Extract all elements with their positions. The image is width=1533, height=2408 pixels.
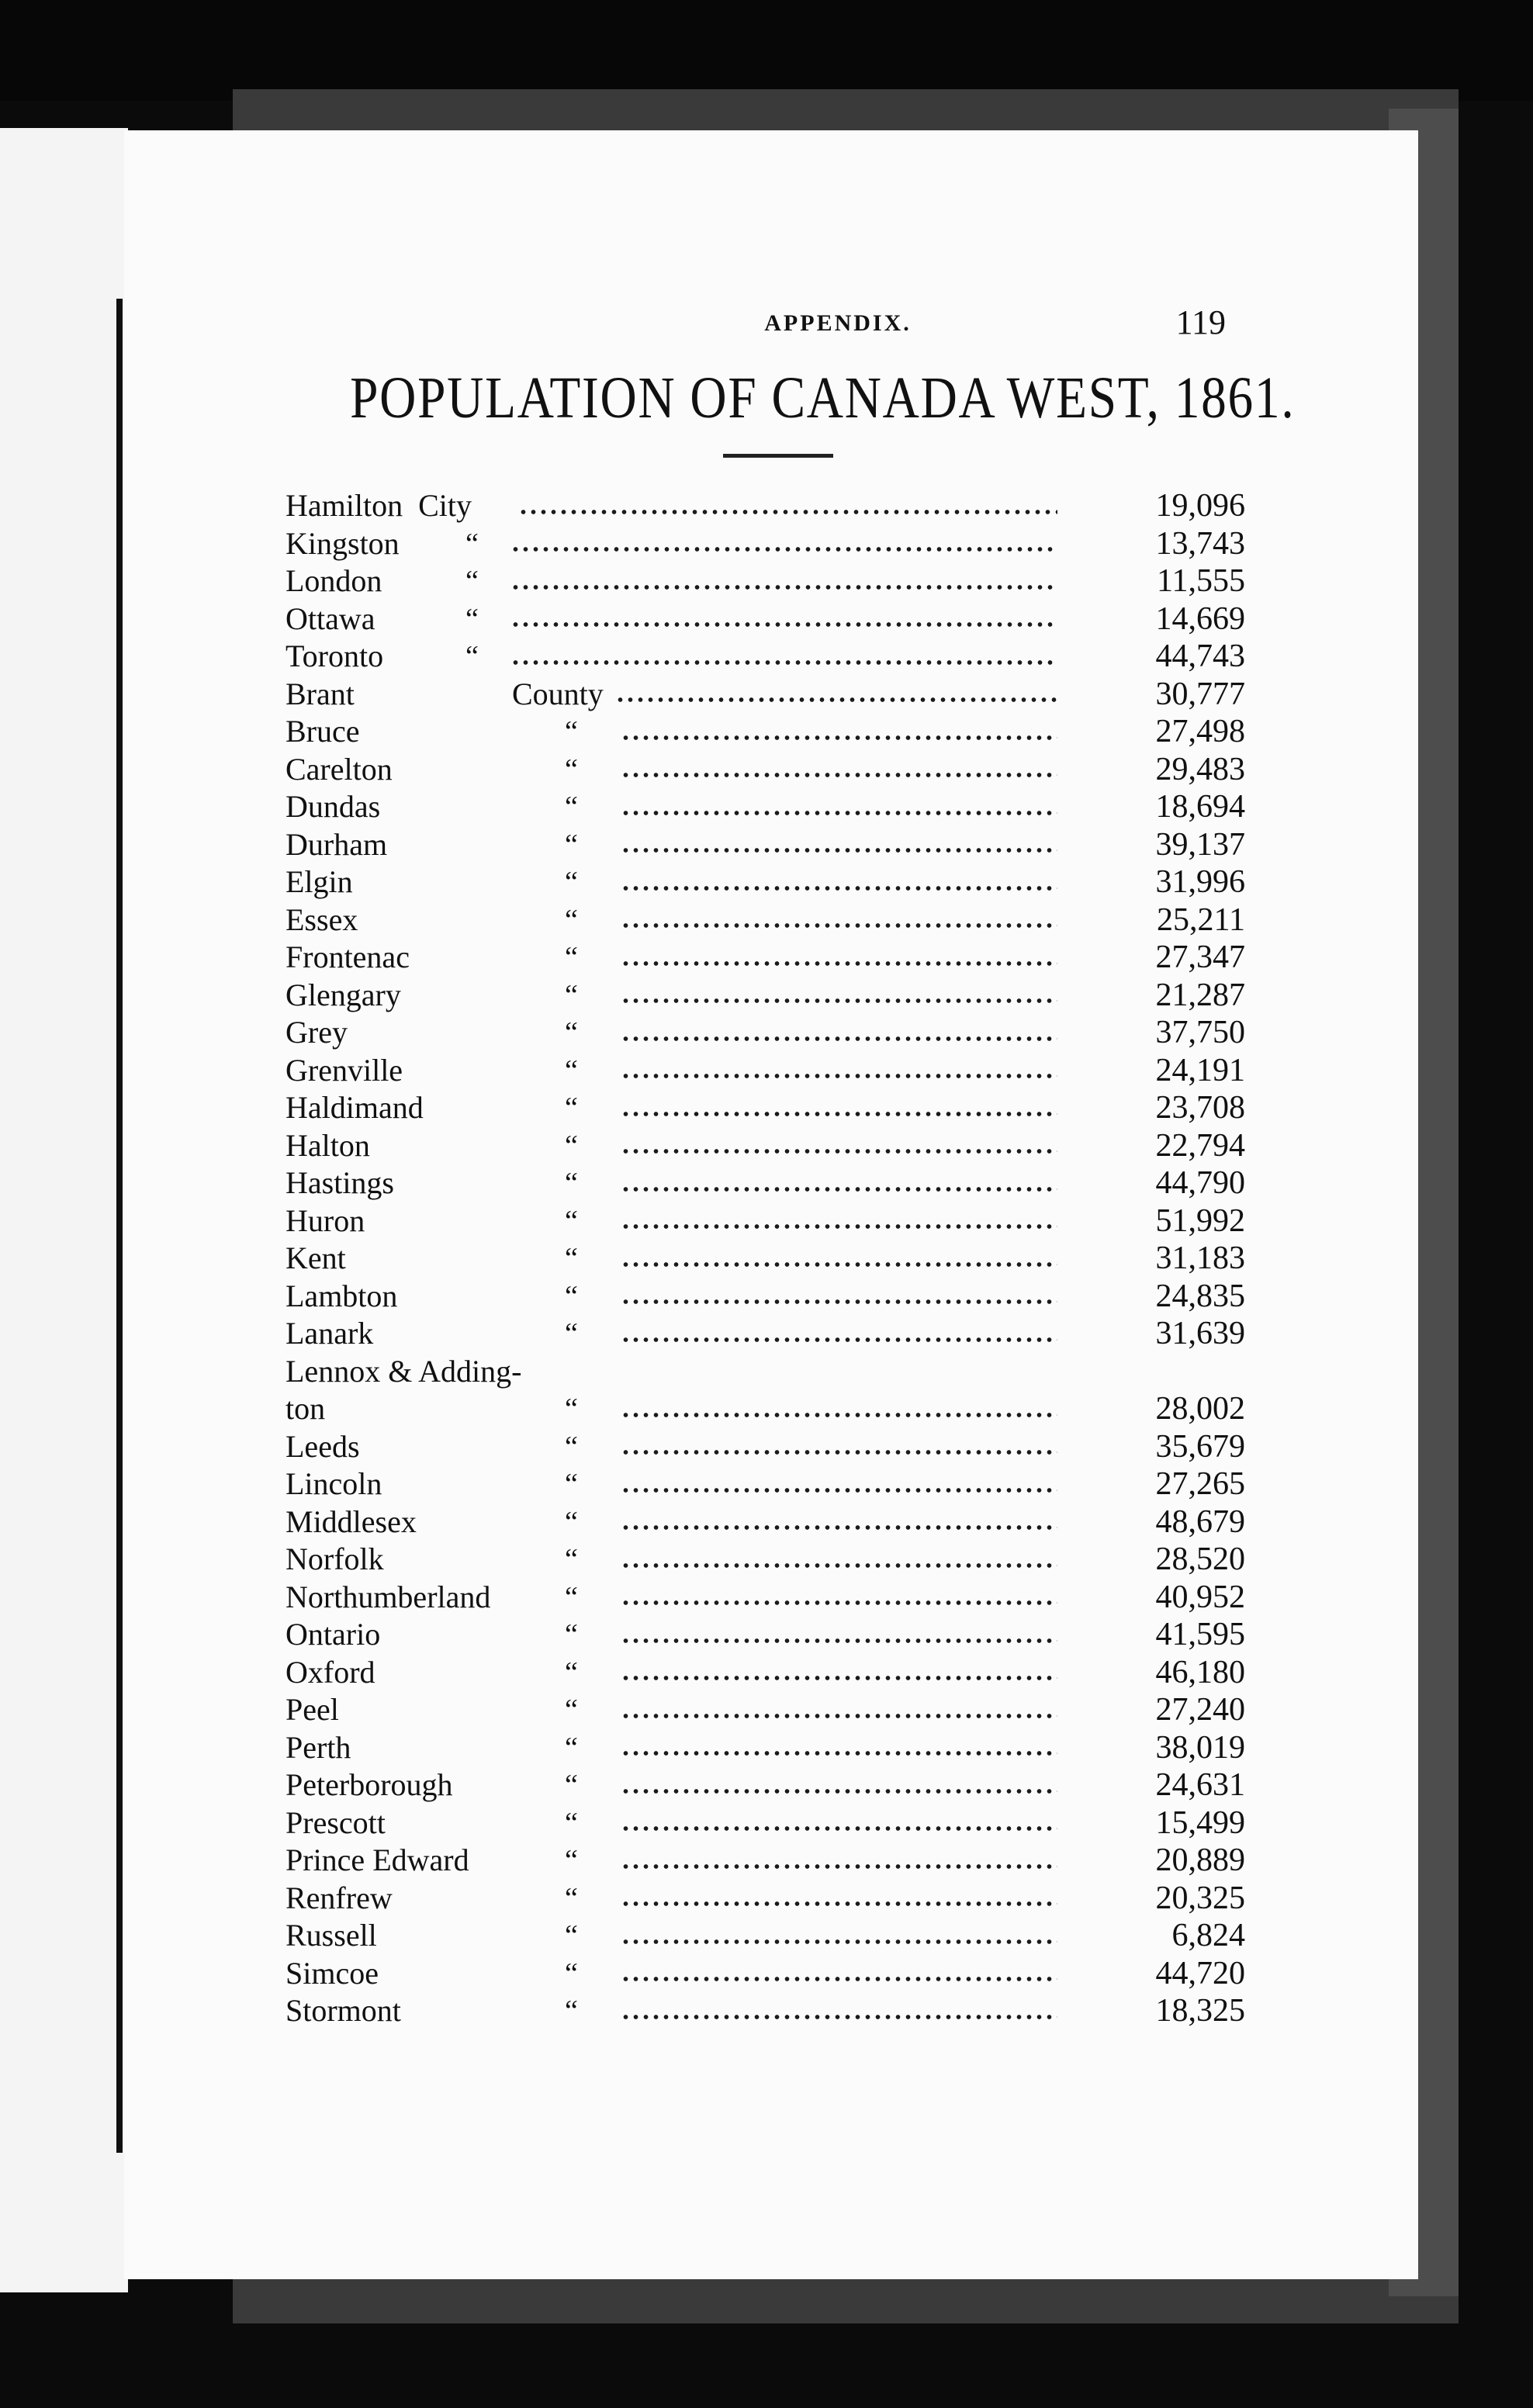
district-name: Lambton xyxy=(285,1278,398,1313)
district-name: Oxford xyxy=(285,1654,375,1690)
ditto-mark: “ xyxy=(565,1543,578,1576)
population-value: 28,002 xyxy=(1155,1390,1245,1427)
ditto-mark: “ xyxy=(565,1167,578,1199)
table-row xyxy=(285,1428,1251,1466)
table-row xyxy=(285,638,1251,676)
table-row xyxy=(285,1465,1251,1503)
table-row xyxy=(285,1503,1251,1541)
district-name: Hastings xyxy=(285,1165,394,1200)
dot-leader xyxy=(621,886,1057,891)
table-row xyxy=(285,1691,1251,1729)
district-name: Ontario xyxy=(285,1617,381,1652)
district-name: Grenville xyxy=(285,1052,403,1088)
district-name: Carelton xyxy=(285,751,393,787)
table-row xyxy=(285,713,1251,751)
population-value: 27,498 xyxy=(1155,714,1245,749)
page-title: POPULATION OF CANADA WEST, 1861. xyxy=(350,365,1296,431)
table-row xyxy=(285,1240,1251,1278)
dot-leader xyxy=(621,1450,1057,1455)
dot-leader xyxy=(621,1789,1057,1794)
district-name: Russell xyxy=(285,1918,377,1953)
dot-leader xyxy=(615,697,1057,702)
district-name: Kent xyxy=(285,1240,346,1275)
district-name: Lanark xyxy=(285,1316,374,1351)
table-row xyxy=(285,751,1251,789)
population-value: 27,265 xyxy=(1155,1466,1245,1502)
population-value: 18,325 xyxy=(1155,1993,1245,2029)
district-name: Peel xyxy=(285,1692,339,1727)
district-name: Renfrew xyxy=(285,1880,393,1915)
district-name: Perth xyxy=(285,1729,351,1765)
district-name: Durham xyxy=(285,826,388,862)
ditto-mark: “ xyxy=(565,1656,578,1689)
population-value: 28,520 xyxy=(1155,1541,1245,1577)
population-value: 20,889 xyxy=(1155,1842,1245,1878)
dot-leader xyxy=(621,1337,1057,1342)
dot-leader xyxy=(621,1074,1057,1078)
population-value: 24,631 xyxy=(1155,1767,1245,1803)
ditto-mark: “ xyxy=(565,1618,578,1651)
ditto-mark: “ xyxy=(565,1769,578,1801)
ditto-mark: “ xyxy=(565,1731,578,1764)
population-value: 46,180 xyxy=(1155,1654,1245,1690)
dot-leader xyxy=(621,1676,1057,1680)
dot-leader xyxy=(621,1299,1057,1304)
district-name: Brant xyxy=(285,676,355,711)
population-value: 25,211 xyxy=(1157,901,1245,938)
district-name: Bruce xyxy=(285,714,360,749)
population-value: 30,777 xyxy=(1155,676,1245,712)
district-name: Middlesex xyxy=(285,1503,417,1539)
population-value: 51,992 xyxy=(1155,1202,1245,1239)
ditto-mark: “ xyxy=(565,1694,578,1726)
population-value: 44,790 xyxy=(1155,1165,1245,1201)
population-value: 44,720 xyxy=(1155,1955,1245,1991)
table-row xyxy=(285,1278,1251,1316)
population-value: 39,137 xyxy=(1155,826,1245,863)
dot-leader xyxy=(621,1036,1057,1041)
table-row xyxy=(285,1014,1251,1052)
table-row xyxy=(285,1579,1251,1617)
table-row xyxy=(285,1804,1251,1842)
population-value: 31,183 xyxy=(1155,1240,1245,1276)
dot-leader xyxy=(621,1112,1057,1116)
dot-leader xyxy=(621,1413,1057,1417)
ditto-mark: “ xyxy=(565,715,578,748)
district-name: Essex xyxy=(285,901,358,937)
district-name: Kingston xyxy=(285,525,400,561)
district-name: Haldimand xyxy=(285,1090,424,1125)
population-value: 31,996 xyxy=(1155,864,1245,900)
ditto-mark: “ xyxy=(565,1054,578,1087)
scan-background-top xyxy=(0,0,1533,101)
district-name: London xyxy=(285,563,382,598)
running-head xyxy=(124,303,1226,349)
population-value: 29,483 xyxy=(1155,751,1245,787)
population-value: 22,794 xyxy=(1155,1127,1245,1164)
table-row xyxy=(285,1315,1251,1353)
table-row xyxy=(285,826,1251,864)
dot-leader xyxy=(621,1149,1057,1154)
ditto-mark: “ xyxy=(565,1919,578,1952)
population-table xyxy=(285,487,1251,2030)
district-name: Hamilton City xyxy=(285,488,472,523)
ditto-mark: “ xyxy=(465,565,479,597)
population-value: 24,191 xyxy=(1155,1052,1245,1088)
ditto-mark: “ xyxy=(565,1129,578,1162)
population-value: 15,499 xyxy=(1155,1804,1245,1841)
table-row xyxy=(285,863,1251,901)
district-name: Glengary xyxy=(285,977,401,1012)
table-row xyxy=(285,525,1251,563)
dot-leader xyxy=(510,585,1057,590)
district-name: Northumberland xyxy=(285,1579,491,1614)
population-value: 23,708 xyxy=(1155,1090,1245,1126)
table-row xyxy=(285,1654,1251,1692)
ditto-mark: “ xyxy=(565,1956,578,1990)
ditto-mark: “ xyxy=(565,1844,578,1877)
ditto-mark: “ xyxy=(565,1242,578,1275)
population-value: 19,096 xyxy=(1155,488,1245,524)
population-value: 31,639 xyxy=(1155,1316,1245,1351)
district-name: Huron xyxy=(285,1202,365,1238)
dot-leader xyxy=(621,923,1057,928)
district-name: Lennox & Adding- ton xyxy=(285,1353,522,1426)
population-value: 41,595 xyxy=(1155,1617,1245,1652)
dot-leader xyxy=(621,1262,1057,1267)
ditto-mark: “ xyxy=(465,527,479,560)
table-row xyxy=(285,1917,1251,1955)
table-row xyxy=(285,788,1251,826)
dot-leader xyxy=(621,1488,1057,1493)
table-row xyxy=(285,939,1251,977)
district-name: Dundas xyxy=(285,789,381,824)
district-name: Norfolk xyxy=(285,1541,384,1576)
ditto-mark: “ xyxy=(565,1580,578,1614)
page-number: 119 xyxy=(1175,303,1226,341)
dot-leader xyxy=(621,961,1057,966)
dot-leader xyxy=(621,735,1057,740)
dot-leader xyxy=(621,1187,1057,1192)
dot-leader xyxy=(621,1525,1057,1530)
district-name: Toronto xyxy=(285,638,384,673)
dot-leader xyxy=(621,2015,1057,2019)
dot-leader xyxy=(621,1224,1057,1229)
dot-leader xyxy=(621,1751,1057,1756)
table-row xyxy=(285,676,1251,714)
ditto-mark: “ xyxy=(565,1505,578,1538)
dot-leader xyxy=(621,1977,1057,1981)
ditto-mark: “ xyxy=(565,1204,578,1237)
table-row xyxy=(285,1164,1251,1202)
district-name: Elgin xyxy=(285,864,353,899)
district-name: Ottawa xyxy=(285,600,375,636)
table-row xyxy=(285,562,1251,600)
district-name: Frontenac xyxy=(285,939,410,974)
district-name: Leeds xyxy=(285,1428,360,1464)
county-label: County xyxy=(512,676,604,711)
table-row xyxy=(285,1541,1251,1579)
dot-leader xyxy=(621,773,1057,777)
population-value: 14,669 xyxy=(1155,600,1245,637)
dot-leader xyxy=(621,1563,1057,1568)
population-value: 48,679 xyxy=(1155,1503,1245,1540)
population-value: 18,694 xyxy=(1155,789,1245,825)
title-rule xyxy=(723,454,833,458)
population-value: 13,743 xyxy=(1155,525,1245,562)
ditto-mark: “ xyxy=(565,1392,578,1425)
dot-leader xyxy=(621,1826,1057,1831)
district-name: Halton xyxy=(285,1127,370,1163)
dot-leader xyxy=(510,547,1057,552)
district-name: Grey xyxy=(285,1015,348,1050)
dot-leader xyxy=(621,1901,1057,1906)
dot-leader xyxy=(510,660,1057,665)
ditto-mark: “ xyxy=(565,978,578,1012)
ditto-mark: “ xyxy=(565,1016,578,1049)
dot-leader xyxy=(621,1939,1057,1944)
ditto-mark: “ xyxy=(465,640,479,673)
ditto-mark: “ xyxy=(565,1806,578,1839)
table-row xyxy=(285,1880,1251,1918)
table-row xyxy=(285,1052,1251,1090)
dot-leader xyxy=(621,998,1057,1003)
district-name: Prescott xyxy=(285,1804,386,1840)
population-value: 37,750 xyxy=(1155,1015,1245,1050)
table-row xyxy=(285,1842,1251,1880)
population-value: 24,835 xyxy=(1155,1278,1245,1314)
dot-leader xyxy=(621,1600,1057,1605)
table-row xyxy=(285,1089,1251,1127)
ditto-mark: “ xyxy=(565,941,578,974)
facing-page-sliver xyxy=(0,128,128,2292)
table-row xyxy=(285,1127,1251,1165)
table-row xyxy=(285,901,1251,939)
ditto-mark: “ xyxy=(565,791,578,823)
population-value: 27,240 xyxy=(1155,1692,1245,1728)
dot-leader xyxy=(621,848,1057,853)
ditto-mark: “ xyxy=(465,602,479,635)
table-row xyxy=(285,1729,1251,1767)
ditto-mark: “ xyxy=(565,903,578,936)
population-value: 40,952 xyxy=(1155,1579,1245,1615)
ditto-mark: “ xyxy=(565,752,578,786)
ditto-mark: “ xyxy=(565,1881,578,1915)
district-name: Peterborough xyxy=(285,1767,453,1802)
ditto-mark: “ xyxy=(565,828,578,861)
ditto-mark: “ xyxy=(565,1279,578,1313)
ditto-mark: “ xyxy=(565,1092,578,1124)
table-row xyxy=(285,977,1251,1015)
facing-page-gutter-line xyxy=(116,299,123,2153)
table-row xyxy=(285,1616,1251,1654)
district-name: Lincoln xyxy=(285,1466,382,1501)
dot-leader xyxy=(621,1864,1057,1869)
dot-leader xyxy=(518,510,1057,514)
table-row xyxy=(285,600,1251,638)
district-name: Stormont xyxy=(285,1993,401,2028)
population-value: 44,743 xyxy=(1155,638,1245,674)
population-value: 35,679 xyxy=(1155,1428,1245,1465)
table-row xyxy=(285,1955,1251,1993)
dot-leader xyxy=(621,1714,1057,1718)
population-value: 20,325 xyxy=(1155,1880,1245,1916)
dot-leader xyxy=(621,811,1057,815)
population-value: 11,555 xyxy=(1157,563,1245,599)
table-row xyxy=(285,487,1251,525)
population-value: 27,347 xyxy=(1155,939,1245,975)
population-value: 38,019 xyxy=(1155,1729,1245,1766)
ditto-mark: “ xyxy=(565,866,578,898)
section-header: APPENDIX. xyxy=(764,310,912,336)
ditto-mark: “ xyxy=(565,1468,578,1500)
table-row xyxy=(285,1202,1251,1240)
population-value: 6,824 xyxy=(1171,1918,1245,1953)
table-row xyxy=(285,1353,1251,1428)
population-value: 21,287 xyxy=(1155,977,1245,1013)
ditto-mark: “ xyxy=(565,1430,578,1463)
dot-leader xyxy=(621,1638,1057,1643)
district-name: Simcoe xyxy=(285,1955,379,1991)
district-name: Prince Edward xyxy=(285,1842,469,1877)
ditto-mark: “ xyxy=(565,1317,578,1350)
table-row xyxy=(285,1766,1251,1804)
ditto-mark: “ xyxy=(565,1995,578,2027)
dot-leader xyxy=(510,622,1057,627)
table-row xyxy=(285,1992,1251,2030)
